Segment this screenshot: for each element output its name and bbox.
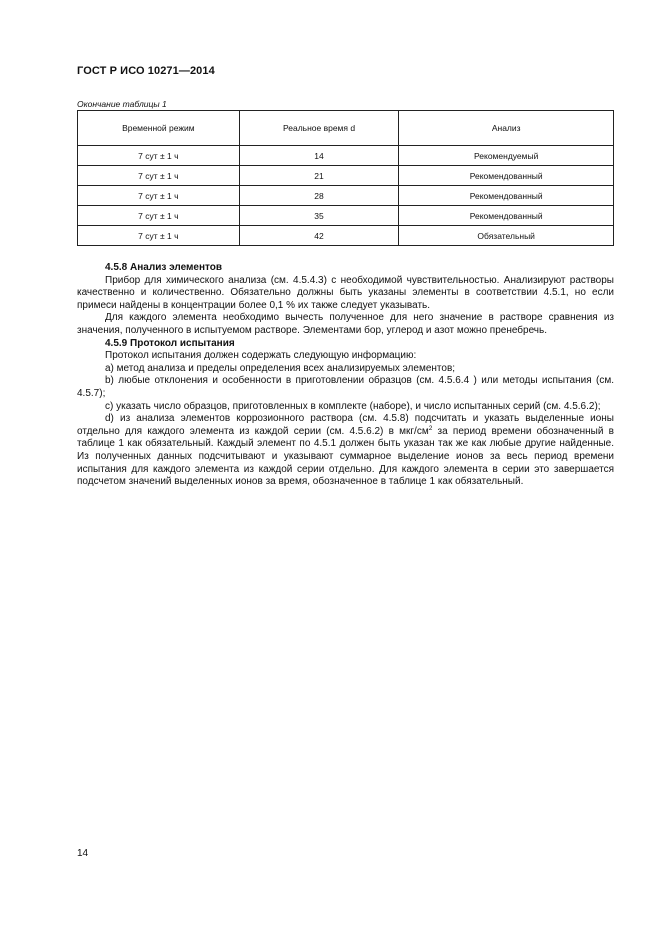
table-caption: Окончание таблицы 1 [77, 99, 167, 109]
page-number: 14 [77, 848, 89, 859]
body-text [77, 262, 614, 489]
cell-analysis: Обязательный [399, 226, 614, 246]
document-header: ГОСТ Р ИСО 10271—2014 [77, 65, 215, 77]
table-row [78, 166, 614, 186]
table-row [78, 226, 614, 246]
paragraph: Протокол испытания должен содержать следующую информацию: [105, 350, 417, 362]
list-item-b: b) любые отклонения и особенности в приготовлении образцов (см. 4.5.6.4 ) или методы испытания (см. 4.5.7); [77, 375, 614, 399]
table-row [78, 186, 614, 206]
cell-time: 42 [239, 226, 399, 246]
list-item-d [77, 413, 614, 489]
table-row [78, 146, 614, 166]
cell-analysis: Рекомендованный [399, 166, 614, 186]
data-table [77, 110, 614, 246]
cell-mode: 7 сут ± 1 ч [78, 226, 240, 246]
cell-analysis: Рекомендованный [399, 186, 614, 206]
list-item-a: a) метод анализа и пределы определения всех анализируемых элементов; [105, 362, 456, 374]
column-header-mode: Временной режим [78, 111, 240, 146]
cell-mode: 7 сут ± 1 ч [78, 146, 240, 166]
cell-analysis: Рекомендованный [399, 206, 614, 226]
cell-analysis: Рекомендуемый [399, 146, 614, 166]
list-item-d-text-end: за период времени обозначенный в таблице 1 как обязательный. Каждый элемент по 4.5.1 должен быть указан так же как любые другие найденные. Из полученных данных подсчитывают и указывают суммарное выделение ионов за весь период времени испытания для каждого элемента из каждой серии отдельно. Для каждого элемента в серии это завершается подсчетом значений выделенных ионов за время, обозначенное в таблице 1 как обязательный. [77, 425, 614, 488]
list-item-d-text-start: d) из анализа элементов коррозионного раствора (см. 4.5.8) подсчитать и указать выделенные ионы отдельно для каждого элемента из каждой серии (см. 4.5.6.2) в мкг/см [77, 413, 614, 437]
cell-time: 35 [239, 206, 399, 226]
cell-time: 14 [239, 146, 399, 166]
cell-mode: 7 сут ± 1 ч [78, 166, 240, 186]
column-header-analysis: Анализ [399, 111, 614, 146]
column-header-time: Реальное время d [239, 111, 399, 146]
paragraph: Прибор для химического анализа (см. 4.5.4.3) с необходимой чувствительностью. Анализируют растворы качественно и количественно. Обязательно должны быть указаны элементы в соответствии 4.5.1, но если примеси найдены в концентрации более 0,1 % их также следует указывать. [77, 274, 614, 311]
section-heading-4-5-8: 4.5.8 Анализ элементов [105, 262, 223, 273]
superscript: 2 [428, 424, 433, 432]
cell-time: 21 [239, 166, 399, 186]
list-item-c: c) указать число образцов, приготовленных в комплекте (наборе), и число испытанных серий (см. 4.5.6.2); [105, 400, 601, 412]
table-header-row [78, 111, 614, 146]
table-row [78, 206, 614, 226]
cell-time: 28 [239, 186, 399, 206]
section-heading-4-5-9: 4.5.9 Протокол испытания [105, 337, 235, 349]
paragraph: Для каждого элемента необходимо вычесть полученное для него значение в растворе сравнения из значения, полученного в испытуемом растворе. Элементами бор, углерод и азот можно пренебречь. [77, 312, 614, 336]
cell-mode: 7 сут ± 1 ч [78, 186, 240, 206]
cell-mode: 7 сут ± 1 ч [78, 206, 240, 226]
